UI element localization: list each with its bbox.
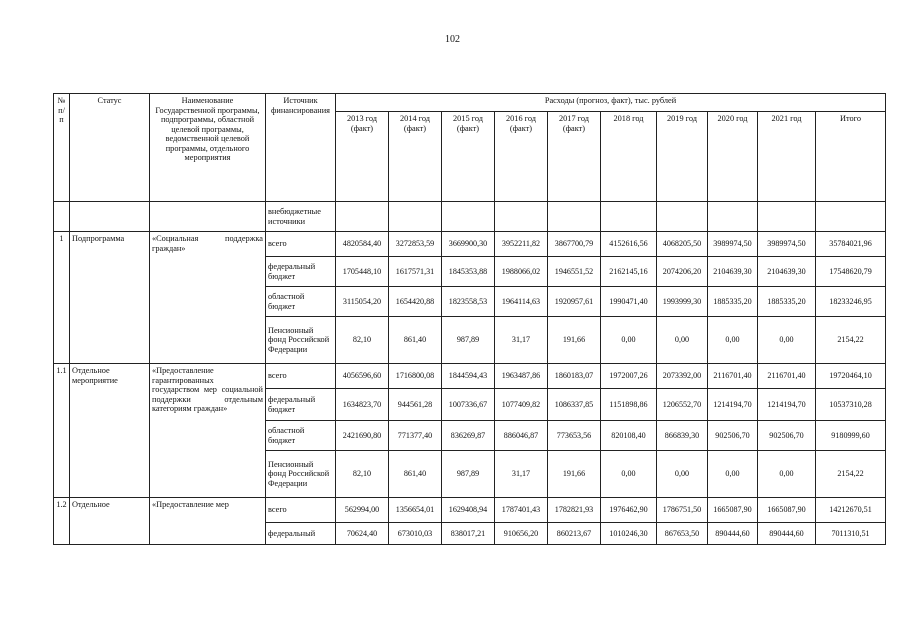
source-cell: областной бюджет bbox=[266, 287, 336, 317]
source-cell: Пенсионный фонд Российской Федерации bbox=[266, 317, 336, 364]
year-header: 2013 год (факт) bbox=[336, 112, 389, 202]
value-cell: 1845353,88 bbox=[442, 257, 495, 287]
status-cell: Отдельное bbox=[70, 498, 150, 545]
value-cell: 2074206,20 bbox=[657, 257, 708, 287]
table-row bbox=[54, 364, 886, 389]
value-cell: 1206552,70 bbox=[657, 389, 708, 421]
value-cell: 944561,28 bbox=[389, 389, 442, 421]
value-cell: 0,00 bbox=[708, 317, 758, 364]
value-cell: 0,00 bbox=[758, 451, 816, 498]
value-cell: 1844594,43 bbox=[442, 364, 495, 389]
table-row bbox=[54, 232, 886, 257]
value-cell: 31,17 bbox=[495, 451, 548, 498]
value-cell: 890444,60 bbox=[758, 523, 816, 545]
year-header: 2021 год bbox=[758, 112, 816, 202]
value-cell: 0,00 bbox=[758, 317, 816, 364]
value-cell: 0,00 bbox=[657, 317, 708, 364]
value-cell: 1705448,10 bbox=[336, 257, 389, 287]
source-cell: всего bbox=[266, 498, 336, 523]
value-cell: 867653,50 bbox=[657, 523, 708, 545]
value-cell: 1665087,90 bbox=[758, 498, 816, 523]
value-cell: 4056596,60 bbox=[336, 364, 389, 389]
value-cell: 3115054,20 bbox=[336, 287, 389, 317]
value-cell: 1990471,40 bbox=[601, 287, 657, 317]
source-cell: федеральный bbox=[266, 523, 336, 545]
year-header: 2018 год bbox=[601, 112, 657, 202]
value-cell: 3867700,79 bbox=[548, 232, 601, 257]
value-cell: 1860183,07 bbox=[548, 364, 601, 389]
value-cell: 4820584,40 bbox=[336, 232, 389, 257]
value-cell: 1716800,08 bbox=[389, 364, 442, 389]
value-cell: 1988066,02 bbox=[495, 257, 548, 287]
value-cell: 673010,03 bbox=[389, 523, 442, 545]
value-cell: 2073392,00 bbox=[657, 364, 708, 389]
table-body bbox=[54, 202, 886, 545]
value-cell: 890444,60 bbox=[708, 523, 758, 545]
expenses-header: Расходы (прогноз, факт), тыс. рублей bbox=[336, 94, 886, 112]
status-cell: Подпрограмма bbox=[70, 232, 150, 364]
row-number-cell: 1.1 bbox=[54, 364, 70, 498]
value-cell: 1782821,93 bbox=[548, 498, 601, 523]
value-cell: 902506,70 bbox=[758, 421, 816, 451]
value-cell: 861,40 bbox=[389, 317, 442, 364]
source-cell: областной бюджет bbox=[266, 421, 336, 451]
value-cell: 2104639,30 bbox=[758, 257, 816, 287]
value-cell: 1920957,61 bbox=[548, 287, 601, 317]
value-cell: 987,89 bbox=[442, 451, 495, 498]
value-cell: 1976462,90 bbox=[601, 498, 657, 523]
value-cell: 1007336,67 bbox=[442, 389, 495, 421]
status-cell: Отдельное мероприятие bbox=[70, 364, 150, 498]
program-name-cell: «Социальная поддержка граждан» bbox=[150, 232, 266, 364]
row-number-cell: 1.2 bbox=[54, 498, 70, 545]
total-cell: 18233246,95 bbox=[816, 287, 886, 317]
source-cell: всего bbox=[266, 232, 336, 257]
value-cell: 860213,67 bbox=[548, 523, 601, 545]
col-status-header: Статус bbox=[70, 94, 150, 202]
value-cell: 1972007,26 bbox=[601, 364, 657, 389]
year-header: 2019 год bbox=[657, 112, 708, 202]
total-cell: 14212670,51 bbox=[816, 498, 886, 523]
value-cell: 820108,40 bbox=[601, 421, 657, 451]
value-cell: 1823558,53 bbox=[442, 287, 495, 317]
value-cell: 2116701,40 bbox=[708, 364, 758, 389]
value-cell: 1214194,70 bbox=[758, 389, 816, 421]
value-cell: 82,10 bbox=[336, 451, 389, 498]
total-cell: 10537310,28 bbox=[816, 389, 886, 421]
value-cell: 836269,87 bbox=[442, 421, 495, 451]
value-cell: 1654420,88 bbox=[389, 287, 442, 317]
table-row bbox=[54, 202, 886, 232]
total-cell: 2154,22 bbox=[816, 451, 886, 498]
year-header: 2015 год (факт) bbox=[442, 112, 495, 202]
value-cell: 0,00 bbox=[601, 317, 657, 364]
value-cell: 987,89 bbox=[442, 317, 495, 364]
value-cell: 773653,56 bbox=[548, 421, 601, 451]
value-cell: 0,00 bbox=[601, 451, 657, 498]
value-cell: 1214194,70 bbox=[708, 389, 758, 421]
value-cell: 2421690,80 bbox=[336, 421, 389, 451]
source-cell: федеральный бюджет bbox=[266, 389, 336, 421]
value-cell: 1151898,86 bbox=[601, 389, 657, 421]
value-cell: 1963487,86 bbox=[495, 364, 548, 389]
value-cell: 562994,00 bbox=[336, 498, 389, 523]
total-header: Итого bbox=[816, 112, 886, 202]
value-cell: 1086337,85 bbox=[548, 389, 601, 421]
year-header: 2020 год bbox=[708, 112, 758, 202]
value-cell: 866839,30 bbox=[657, 421, 708, 451]
value-cell: 838017,21 bbox=[442, 523, 495, 545]
value-cell: 3669900,30 bbox=[442, 232, 495, 257]
col-num-header: № п/п bbox=[54, 94, 70, 202]
value-cell: 3989974,50 bbox=[758, 232, 816, 257]
value-cell: 1356654,01 bbox=[389, 498, 442, 523]
value-cell: 1634823,70 bbox=[336, 389, 389, 421]
value-cell: 70624,40 bbox=[336, 523, 389, 545]
value-cell: 31,17 bbox=[495, 317, 548, 364]
value-cell: 191,66 bbox=[548, 451, 601, 498]
value-cell: 2162145,16 bbox=[601, 257, 657, 287]
value-cell: 1786751,50 bbox=[657, 498, 708, 523]
total-cell: 7011310,51 bbox=[816, 523, 886, 545]
program-name-cell: «Предоставление мер bbox=[150, 498, 266, 545]
value-cell: 2116701,40 bbox=[758, 364, 816, 389]
value-cell: 82,10 bbox=[336, 317, 389, 364]
value-cell: 1665087,90 bbox=[708, 498, 758, 523]
source-cell: всего bbox=[266, 364, 336, 389]
total-cell: 19720464,10 bbox=[816, 364, 886, 389]
value-cell: 902506,70 bbox=[708, 421, 758, 451]
year-header: 2014 год (факт) bbox=[389, 112, 442, 202]
total-cell: 35784021,96 bbox=[816, 232, 886, 257]
value-cell: 861,40 bbox=[389, 451, 442, 498]
value-cell: 3989974,50 bbox=[708, 232, 758, 257]
value-cell: 910656,20 bbox=[495, 523, 548, 545]
budget-table bbox=[53, 93, 886, 545]
total-cell: 9180999,60 bbox=[816, 421, 886, 451]
value-cell: 1629408,94 bbox=[442, 498, 495, 523]
value-cell: 1617571,31 bbox=[389, 257, 442, 287]
value-cell: 4152616,56 bbox=[601, 232, 657, 257]
year-header: 2016 год (факт) bbox=[495, 112, 548, 202]
value-cell: 191,66 bbox=[548, 317, 601, 364]
value-cell: 0,00 bbox=[657, 451, 708, 498]
value-cell: 1885335,20 bbox=[758, 287, 816, 317]
col-name-header: Наименование Государственной программы, подпрограммы, областной целевой программы, ведомственной целевой программы, отдельного мероприятия bbox=[150, 94, 266, 202]
value-cell: 1010246,30 bbox=[601, 523, 657, 545]
value-cell: 771377,40 bbox=[389, 421, 442, 451]
program-name-cell: «Предоставление гарантированных государством мер социальной поддержки отдельным категориям граждан» bbox=[150, 364, 266, 498]
total-cell: 17548620,79 bbox=[816, 257, 886, 287]
value-cell: 1077409,82 bbox=[495, 389, 548, 421]
col-source-header: Источник финансирования bbox=[266, 94, 336, 202]
value-cell: 4068205,50 bbox=[657, 232, 708, 257]
value-cell: 1993999,30 bbox=[657, 287, 708, 317]
value-cell: 1787401,43 bbox=[495, 498, 548, 523]
value-cell: 886046,87 bbox=[495, 421, 548, 451]
row-number-cell: 1 bbox=[54, 232, 70, 364]
value-cell: 0,00 bbox=[708, 451, 758, 498]
value-cell: 3952211,82 bbox=[495, 232, 548, 257]
value-cell: 1885335,20 bbox=[708, 287, 758, 317]
total-cell: 2154,22 bbox=[816, 317, 886, 364]
page-number: 102 bbox=[445, 34, 460, 45]
source-cell: внебюджетные источники bbox=[266, 202, 336, 232]
source-cell: федеральный бюджет bbox=[266, 257, 336, 287]
year-header: 2017 год (факт) bbox=[548, 112, 601, 202]
value-cell: 1964114,63 bbox=[495, 287, 548, 317]
source-cell: Пенсионный фонд Российской Федерации bbox=[266, 451, 336, 498]
value-cell: 1946551,52 bbox=[548, 257, 601, 287]
value-cell: 2104639,30 bbox=[708, 257, 758, 287]
value-cell: 3272853,59 bbox=[389, 232, 442, 257]
table-row bbox=[54, 498, 886, 523]
